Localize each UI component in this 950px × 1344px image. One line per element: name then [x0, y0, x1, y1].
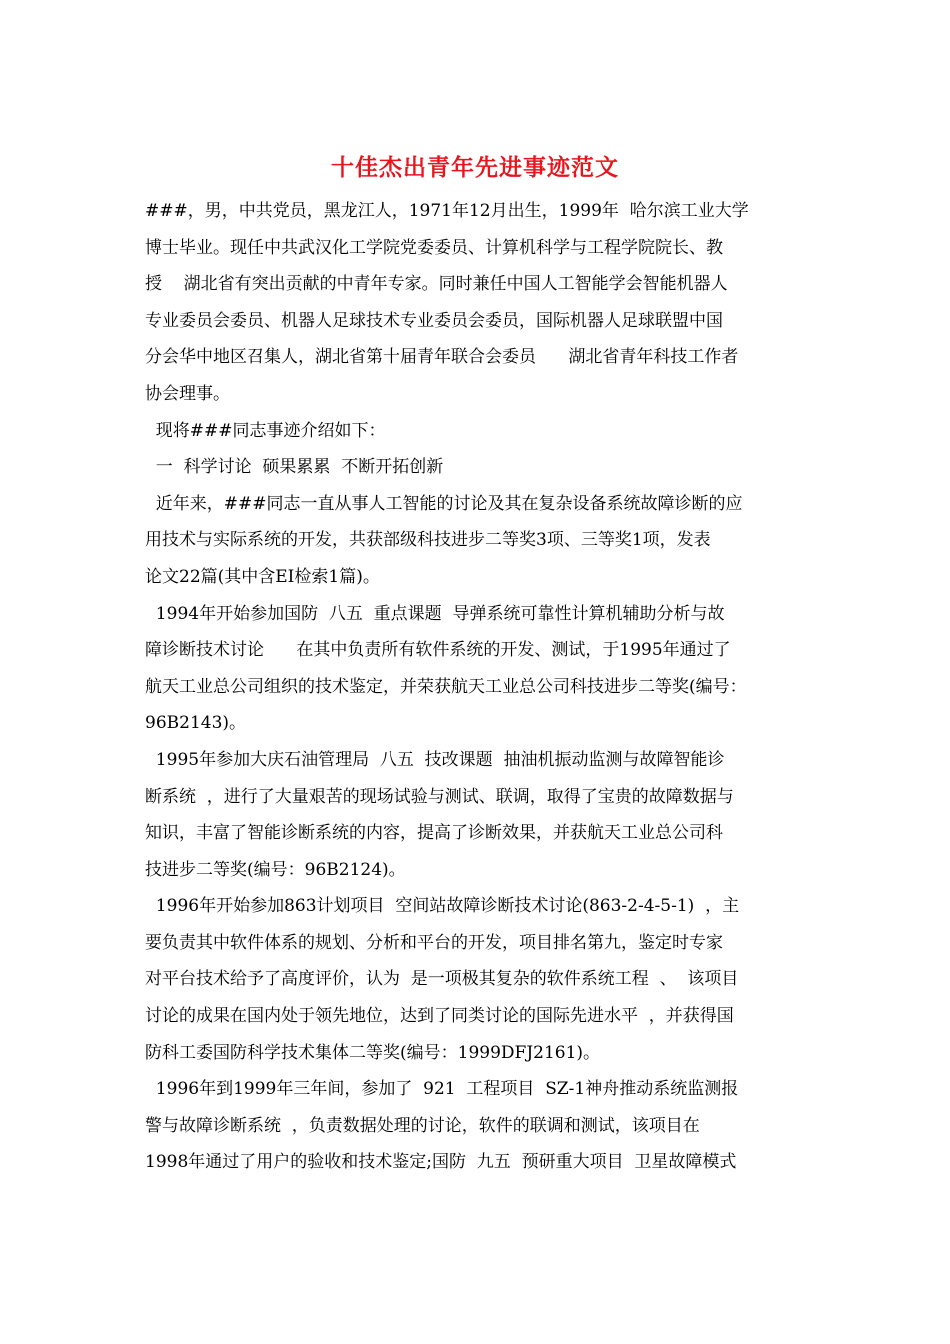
text-line: 96B2143)。: [145, 713, 247, 734]
text-line: 专业委员会委员、机器人足球技术专业委员会委员，国际机器人足球联盟中国: [145, 310, 723, 331]
text-line: 分会华中地区召集人，湖北省第十届青年联合会委员 湖北省青年科技工作者: [145, 347, 739, 368]
text-line: 博士毕业。现任中共武汉化工学院党委委员、计算机科学与工程学院院长、教: [145, 237, 723, 258]
text-line: ###，男，中共党员，黑龙江人，1971年12月出生，1999年 哈尔滨工业大学: [145, 201, 749, 221]
document-title: 十佳杰出青年先进事迹范文: [331, 154, 619, 181]
text-line: 1998年通过了用户的验收和技术鉴定;国防 九五 预研重大项目 卫星故障模式: [145, 1152, 737, 1173]
text-line: 知识，丰富了智能诊断系统的内容，提高了诊断效果，并获航天工业总公司科: [145, 823, 723, 844]
text-line: 对平台技术给予了高度评价，认为 是一项极其复杂的软件系统工程 、 该项目: [145, 969, 739, 990]
text-line: 1994年开始参加国防 八五 重点课题 导弹系统可靠性计算机辅助分析与故: [145, 603, 725, 624]
text-line: 用技术与实际系统的开发，共获部级科技进步二等奖3项、三等奖1项，发表: [145, 530, 711, 551]
text-line: 论文22篇(其中含EI检索1篇)。: [145, 566, 380, 587]
text-line: 现将###同志事迹介绍如下：: [145, 420, 386, 441]
text-line: 技进步二等奖(编号：96B2124)。: [145, 859, 406, 880]
text-line: 航天工业总公司组织的技术鉴定，并荣获航天工业总公司科技进步二等奖(编号：: [145, 676, 747, 697]
text-line: 1995年参加大庆石油管理局 八五 技改课题 抽油机振动监测与故障智能诊: [145, 749, 725, 770]
text-line: 近年来，###同志一直从事人工智能的讨论及其在复杂设备系统故障诊断的应: [145, 493, 743, 514]
text-line: 1996年开始参加863计划项目 空间站故障诊断技术讨论(863-2-4-5-1) ，主: [145, 896, 740, 917]
text-line: 断系统 ，进行了大量艰苦的现场试验与测试、联调，取得了宝贵的故障数据与: [145, 786, 734, 807]
text-line: 防科工委国防科学技术集体二等奖(编号：1999DFJ2161)。: [145, 1042, 601, 1063]
text-line: 要负责其中软件体系的规划、分析和平台的开发，项目排名第九，鉴定时专家: [145, 932, 723, 953]
document-body: [145, 193, 810, 1181]
text-line: 警与故障诊断系统 ，负责数据处理的讨论，软件的联调和测试，该项目在: [145, 1115, 700, 1136]
text-line: 障诊断技术讨论 在其中负责所有软件系统的开发、测试，于1995年通过了: [145, 640, 731, 661]
text-line: 讨论的成果在国内处于领先地位，达到了同类讨论的国际先进水平 ，并获得国: [145, 1006, 734, 1027]
text-line: 授 湖北省有突出贡献的中青年专家。同时兼任中国人工智能学会智能机器人: [145, 274, 728, 295]
text-line: 1996年到1999年三年间，参加了 921 工程项目 SZ-1神舟推动系统监测报: [145, 1079, 739, 1100]
section-heading: 一 科学讨论 硕果累累 不断开拓创新: [145, 457, 444, 478]
text-line: 协会理事。: [145, 383, 230, 404]
